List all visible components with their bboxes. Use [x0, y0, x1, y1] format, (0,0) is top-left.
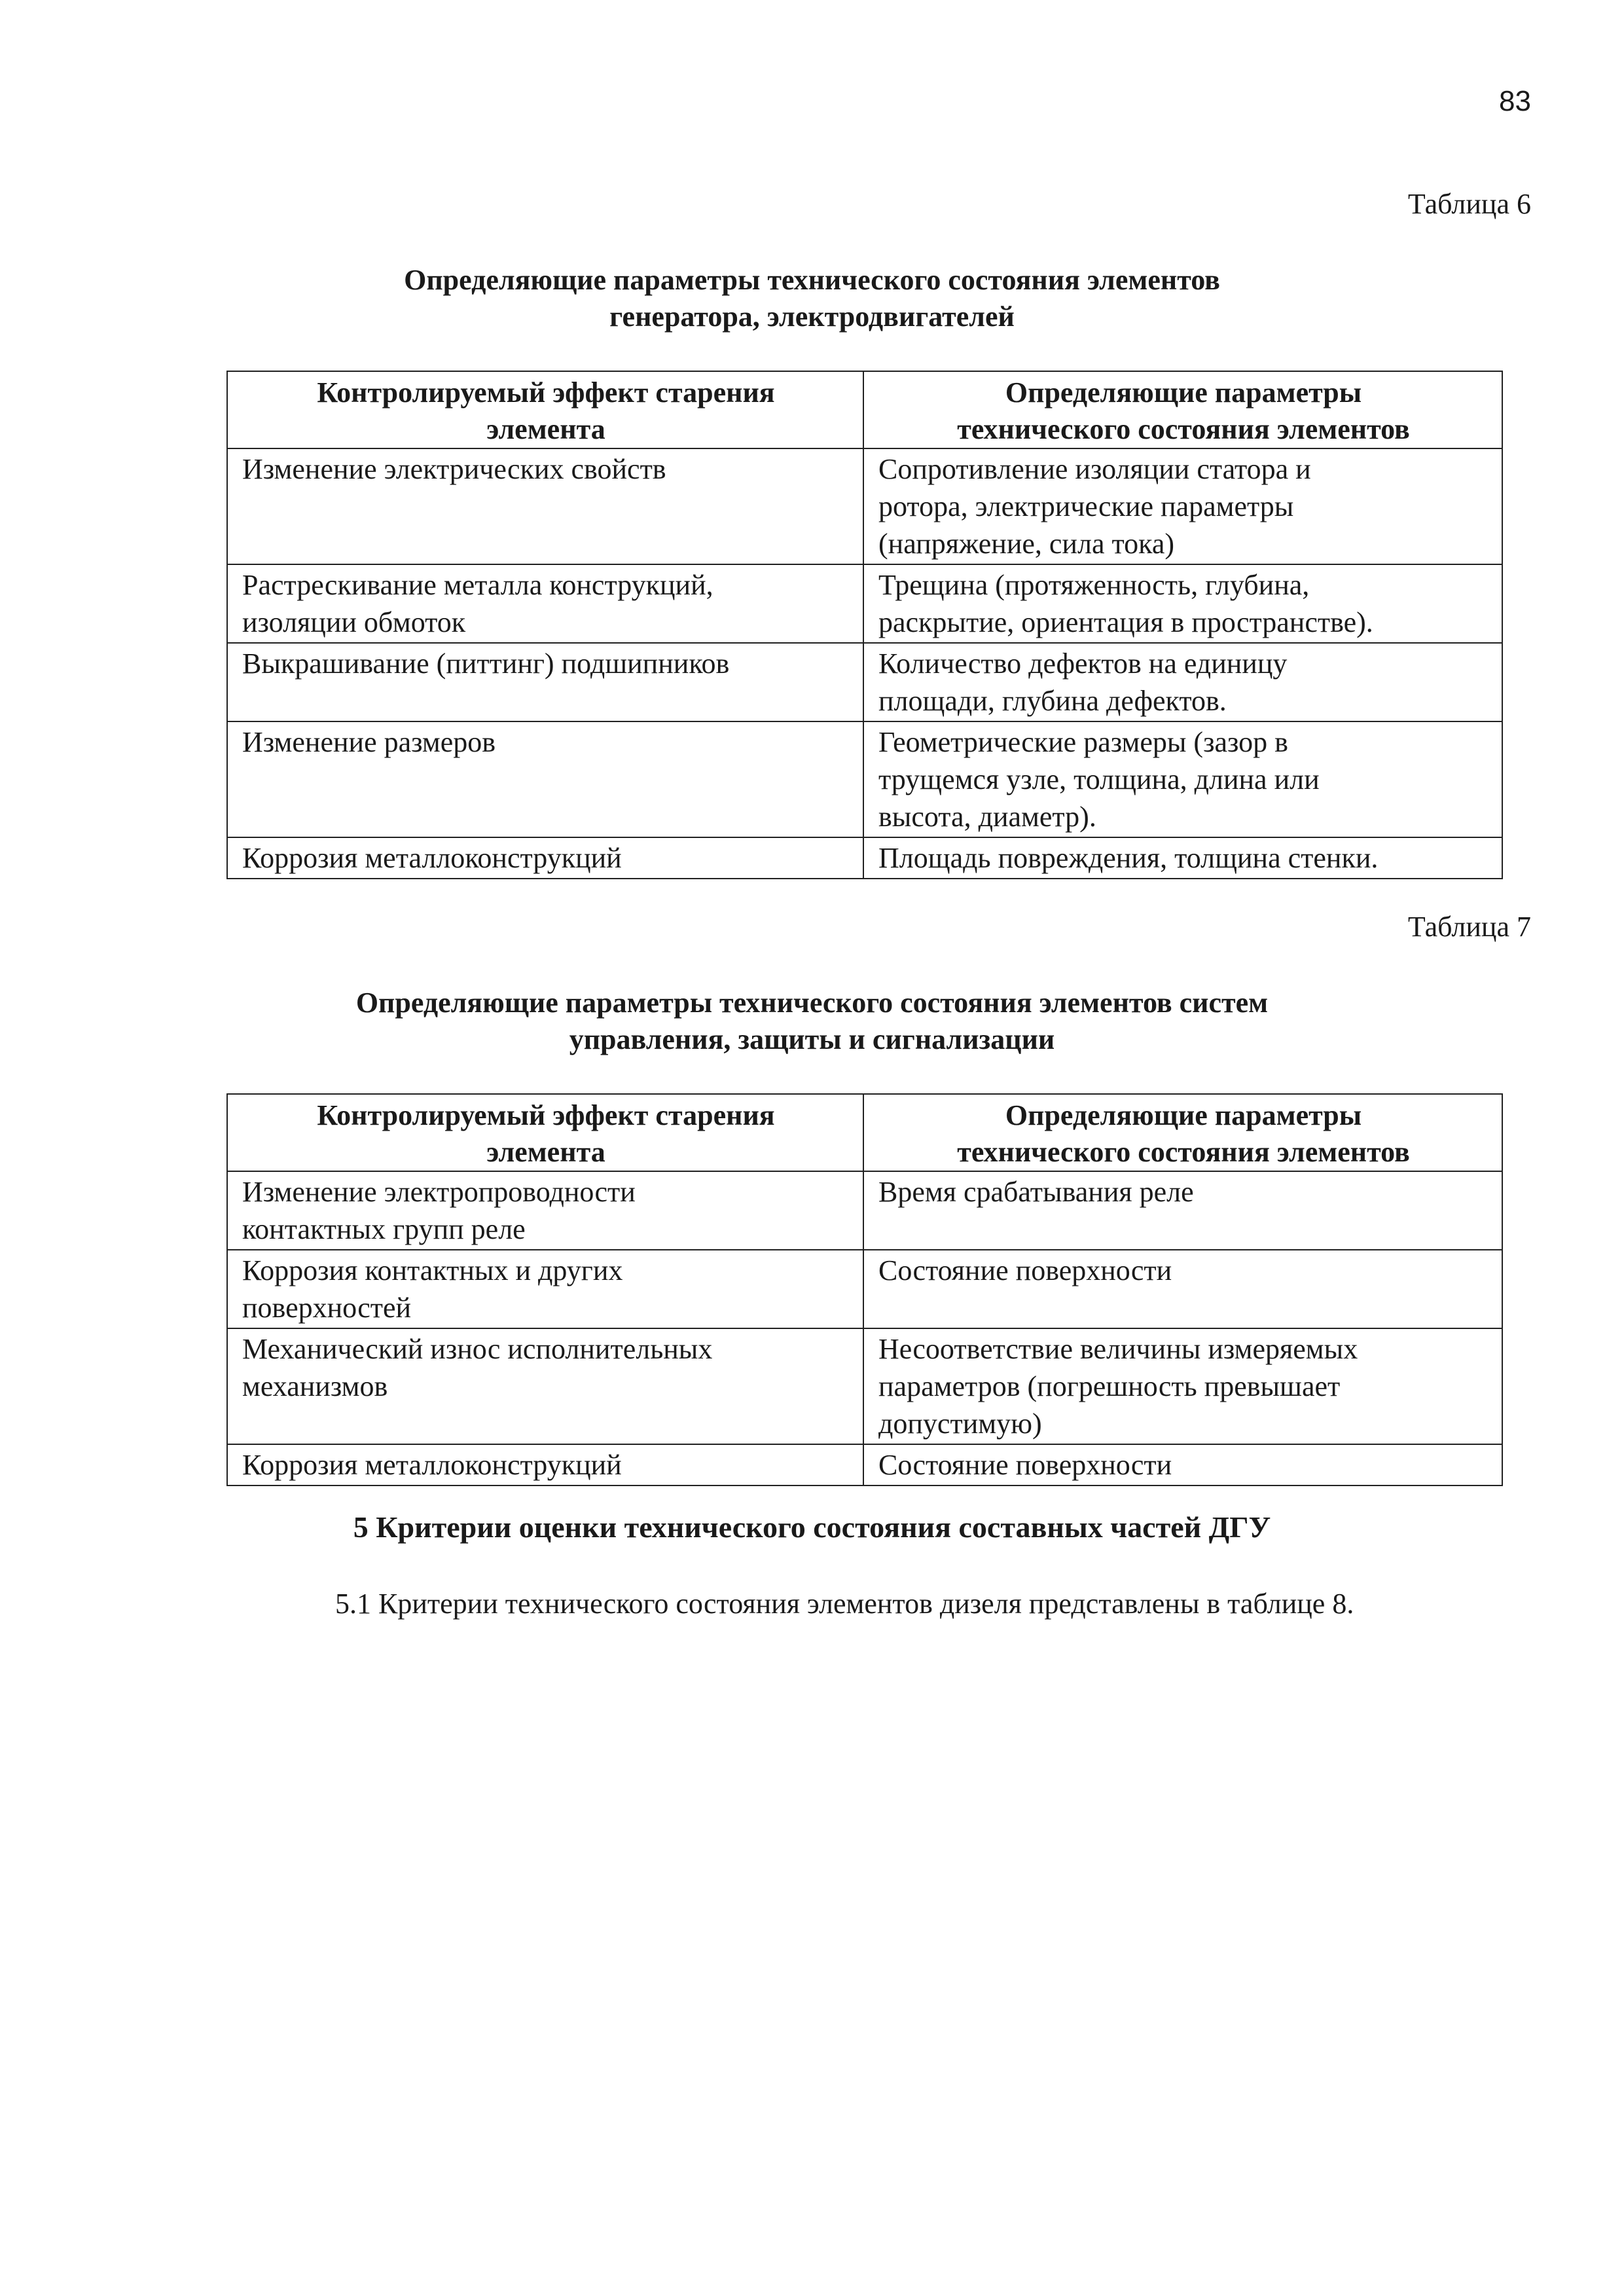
table-6-title-line-2: генератора, электродвигателей: [609, 301, 1015, 333]
effect-cell: Коррозия металлоконструкций: [227, 1444, 863, 1485]
table-7-header-effect: Контролируемый эффект старения элемента: [227, 1094, 863, 1171]
effect-cell: Изменение размеров: [227, 721, 863, 837]
params-cell: Состояние поверхности: [863, 1250, 1502, 1328]
table-row: [227, 564, 1502, 643]
table-7-header-row: [227, 1094, 1502, 1171]
effect-cell: Растрескивание металла конструкций, изоляции обмоток: [227, 564, 863, 643]
table-row: [227, 448, 1502, 564]
section-5-1-paragraph: 5.1 Критерии технического состояния элементов дизеля представлены в таблице 8.: [335, 1588, 1354, 1620]
params-cell: Трещина (протяженность, глубина, раскрытие, ориентация в пространстве).: [863, 564, 1502, 643]
table-6: [226, 371, 1503, 879]
table-row: [227, 721, 1502, 837]
effect-cell: Изменение электропроводности контактных групп реле: [227, 1171, 863, 1250]
params-cell: Геометрические размеры (зазор в трущемся узле, толщина, длина или высота, диаметр).: [863, 721, 1502, 837]
table-row: [227, 1328, 1502, 1444]
effect-cell: Изменение электрических свойств: [227, 448, 863, 564]
params-cell: Количество дефектов на единицу площади, глубина дефектов.: [863, 643, 1502, 721]
table-6-header-params: Определяющие параметры технического состояния элементов: [863, 371, 1502, 448]
effect-cell: Коррозия контактных и других поверхностей: [227, 1250, 863, 1328]
table-7-title-line-1: Определяющие параметры технического состояния элементов систем: [355, 987, 1269, 1019]
table-7-label: Таблица 7: [1407, 911, 1531, 943]
table-6-header-effect: Контролируемый эффект старения элемента: [227, 371, 863, 448]
table-6-title: [0, 262, 1624, 335]
table-7-title-line-2: управления, защиты и сигнализации: [569, 1023, 1055, 1055]
params-cell: Площадь повреждения, толщина стенки.: [863, 837, 1502, 879]
table-6-label: Таблица 6: [1407, 188, 1531, 220]
section-5-heading: 5 Критерии оценки технического состояния составных частей ДГУ: [353, 1510, 1271, 1544]
table-7-header-params: Определяющие параметры технического состояния элементов: [863, 1094, 1502, 1171]
table-7-title: [0, 985, 1624, 1058]
params-cell: Время срабатывания реле: [863, 1171, 1502, 1250]
effect-cell: Выкрашивание (питтинг) подшипников: [227, 643, 863, 721]
table-row: [227, 837, 1502, 879]
table-row: [227, 1171, 1502, 1250]
table-row: [227, 1250, 1502, 1328]
table-row: [227, 643, 1502, 721]
effect-cell: Коррозия металлоконструкций: [227, 837, 863, 879]
effect-cell: Механический износ исполнительных механизмов: [227, 1328, 863, 1444]
table-6-title-line-1: Определяющие параметры технического состояния элементов: [404, 264, 1220, 296]
params-cell: Несоответствие величины измеряемых параметров (погрешность превышает допустимую): [863, 1328, 1502, 1444]
table-row: [227, 1444, 1502, 1485]
table-6-header-row: [227, 371, 1502, 448]
table-7: [226, 1093, 1503, 1486]
page-number: 83: [1499, 85, 1531, 117]
params-cell: Состояние поверхности: [863, 1444, 1502, 1485]
params-cell: Сопротивление изоляции статора и ротора, электрические параметры (напряжение, сила тока): [863, 448, 1502, 564]
